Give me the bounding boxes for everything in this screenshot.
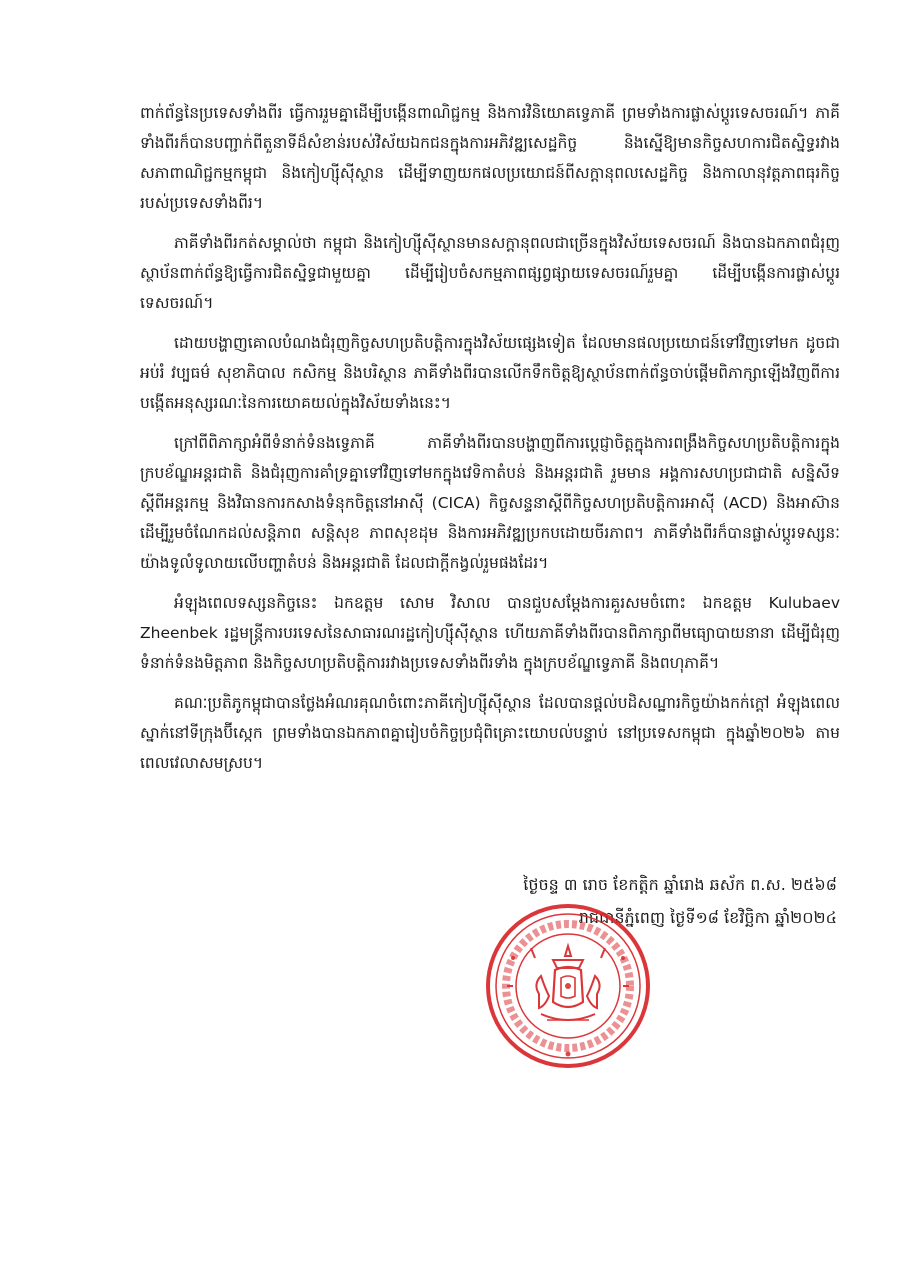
royal-seal-icon <box>483 898 653 1073</box>
paragraph: គណៈប្រតិភូកម្ពុជាបានថ្លែងអំណរគុណចំពោះភាគីកៀហ្ស៊ីស៊ីស្ថាន ដែលបានផ្ដល់បដិសណ្ឋារកិច្ចយ៉ាងកក់ក្ដៅ អំឡុងពេលស្នាក់នៅទីក្រុងប៊ីស្កេក ព្រមទាំងបានឯកភាពគ្នារៀបចំកិច្ចប្រជុំពិគ្រោះយោបល់បន្ទាប់ នៅប្រទេសកម្ពុជា ក្នុងឆ្នាំ២០២៦ តាមពេលវេលាសមស្រប។ <box>140 694 840 772</box>
solar-date: រាជធានីភ្នំពេញ ថ្ងៃទី១៨ ខែវិច្ឆិកា ឆ្នាំ២០២៤ <box>578 908 837 927</box>
paragraph: អំឡុងពេលទស្សនកិច្ចនេះ ឯកឧត្តម សោម វិសាល បានជួបសម្ដែងការគួរសមចំពោះ ឯកឧត្តម Kulubaev Zheenbek រដ្ឋមន្ត្រីការបរទេសនៃសាធារណរដ្ឋកៀហ្ស៊ីស៊ីស្ថាន ហើយភាគីទាំងពីរបានពិភាក្សាពីមធ្យោបាយនានា ដើម្បីជំរុញទំនាក់ទំនងមិត្តភាព និងកិច្ចសហប្រតិបត្តិការរវាងប្រទេសទាំងពីរទាំង ក្នុងក្របខ័ណ្ឌទ្វេភាគី និងពហុភាគី។ <box>140 594 840 672</box>
paragraph: ដោយបង្ហាញគោលបំណងជំរុញកិច្ចសហប្រតិបត្តិការក្នុងវិស័យផ្សេងទៀត ដែលមានផលប្រយោជន៍ទៅវិញទៅមក ដូចជា អប់រំ វប្បធម៌ សុខាភិបាល កសិកម្ម និងបរិស្ថាន ភាគីទាំងពីរបានលើកទឹកចិត្តឱ្យស្ថាប័នពាក់ព័ន្ធចាប់ផ្ដើមពិភាក្សាឡើងវិញពីការបង្កើតអនុស្សរណៈនៃការយោគយល់ក្នុងវិស័យទាំងនេះ។ <box>140 334 840 412</box>
document-body <box>140 98 840 788</box>
lunar-date: ថ្ងៃចន្ទ ៣ រោច ខែកត្តិក ឆ្នាំរោង ឆស័ក ព.ស. ២៥៦៨ <box>523 875 837 894</box>
paragraph: ពាក់ព័ន្ធនៃប្រទេសទាំងពីរ ធ្វើការរួមគ្នាដើម្បីបង្កើនពាណិជ្ជកម្ម និងការវិនិយោគទ្វេភាគី ព្រមទាំងការផ្លាស់ប្ដូរទេសចរណ៍។ ភាគីទាំងពីរក៏បានបញ្ជាក់ពីតួនាទីដ៏សំខាន់របស់វិស័យឯកជនក្នុងការអភិវឌ្ឍសេដ្ឋកិច្ច និងស្នើឱ្យមានកិច្ចសហការជិតស្និទ្ធរវាងសភាពាណិជ្ជកម្មកម្ពុជា និងកៀហ្ស៊ីស៊ីស្ថាន ដើម្បីទាញយកផលប្រយោជន៍ពីសក្ដានុពលសេដ្ឋកិច្ច និងកាលានុវត្តភាពធុរកិច្ចរបស់ប្រទេសទាំងពីរ។ <box>140 104 840 212</box>
paragraph: ភាគីទាំងពីរកត់សម្គាល់ថា កម្ពុជា និងកៀហ្ស៊ីស៊ីស្ថានមានសក្ដានុពលជាច្រើនក្នុងវិស័យទេសចរណ៍ និងបានឯកភាពជំរុញស្ថាប័នពាក់ព័ន្ធឱ្យធ្វើការជិតស្និទ្ធជាមួយគ្នា ដើម្បីរៀបចំសកម្មភាពផ្សព្វផ្សាយទេសចរណ៍រួមគ្នា ដើម្បីបង្កើនការផ្លាស់ប្ដូរទេសចរណ៍។ <box>140 234 840 312</box>
paragraph: ក្រៅពីពិភាក្សាអំពីទំនាក់ទំនងទ្វេភាគី ភាគីទាំងពីរបានបង្ហាញពីការប្ដេជ្ញាចិត្តក្នុងការពង្រឹងកិច្ចសហប្រតិបត្តិការក្នុងក្របខ័ណ្ឌអន្តរជាតិ និងជំរុញការគាំទ្រគ្នាទៅវិញទៅមកក្នុងវេទិកាតំបន់ និងអន្តរជាតិ រួមមាន អង្គការសហប្រជាជាតិ សន្និសីទស្ដីពីអន្តរកម្ម និងវិធានការកសាងទំនុកចិត្តនៅអាស៊ី (CICA) កិច្ចសន្ទនាស្ដីពីកិច្ចសហប្រតិបត្តិការអាស៊ី (ACD) និងអាស៊ាន ដើម្បីរួមចំណែកដល់សន្តិភាព សន្តិសុខ ភាពសុខដុម និងការអភិវឌ្ឍប្រកបដោយចីរភាព។ ភាគីទាំងពីរក៏បានផ្លាស់ប្ដូរទស្សនៈយ៉ាងទូលំទូលាយលើបញ្ហាតំបន់ និងអន្តរជាតិ ដែលជាក្ដីកង្វល់រួមផងដែរ។ <box>140 434 840 572</box>
